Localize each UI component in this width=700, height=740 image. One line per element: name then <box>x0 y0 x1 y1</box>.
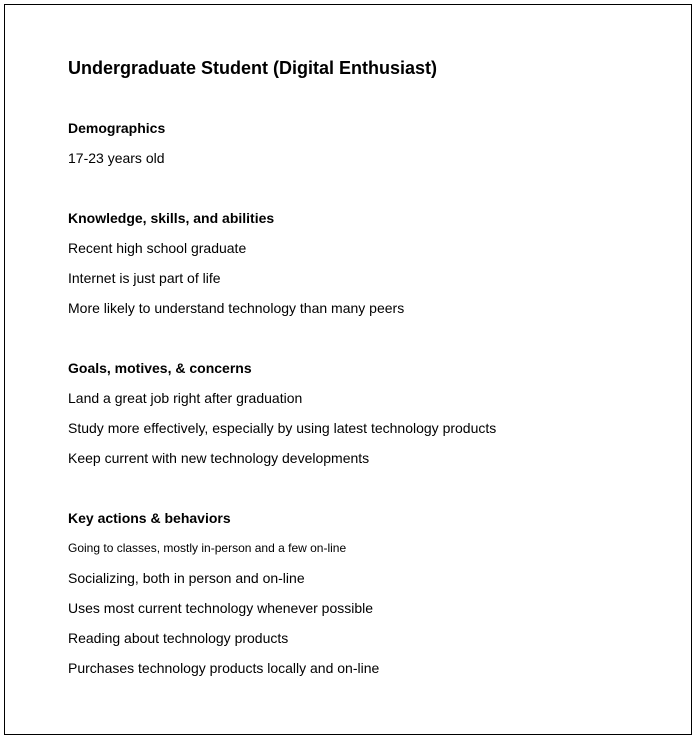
document-frame <box>4 4 692 735</box>
list-item: Socializing, both in person and on-line <box>68 570 305 586</box>
section-heading: Goals, motives, & concerns <box>68 360 252 376</box>
section-goals-motives-concerns <box>68 358 668 468</box>
section-key-actions-behaviors <box>68 508 668 678</box>
list-item: More likely to understand technology than many peers <box>68 300 405 316</box>
section-knowledge-skills-abilities <box>68 208 668 318</box>
section-heading: Demographics <box>68 120 166 136</box>
list-item: Recent high school graduate <box>68 240 247 256</box>
list-item: Purchases technology products locally and on-line <box>68 660 380 676</box>
section-demographics <box>68 118 668 168</box>
persona-content <box>68 56 668 678</box>
list-item: Study more effectively, especially by using latest technology products <box>68 420 497 436</box>
list-item: 17-23 years old <box>68 150 165 166</box>
persona-title: Undergraduate Student (Digital Enthusiast) <box>68 58 438 78</box>
section-heading: Knowledge, skills, and abilities <box>68 210 275 226</box>
list-item: Uses most current technology whenever possible <box>68 600 374 616</box>
list-item: Internet is just part of life <box>68 270 221 286</box>
list-item: Reading about technology products <box>68 630 289 646</box>
list-item: Land a great job right after graduation <box>68 390 303 406</box>
section-heading: Key actions & behaviors <box>68 510 231 526</box>
list-item: Going to classes, mostly in-person and a few on-line <box>68 541 347 555</box>
list-item: Keep current with new technology developments <box>68 450 370 466</box>
